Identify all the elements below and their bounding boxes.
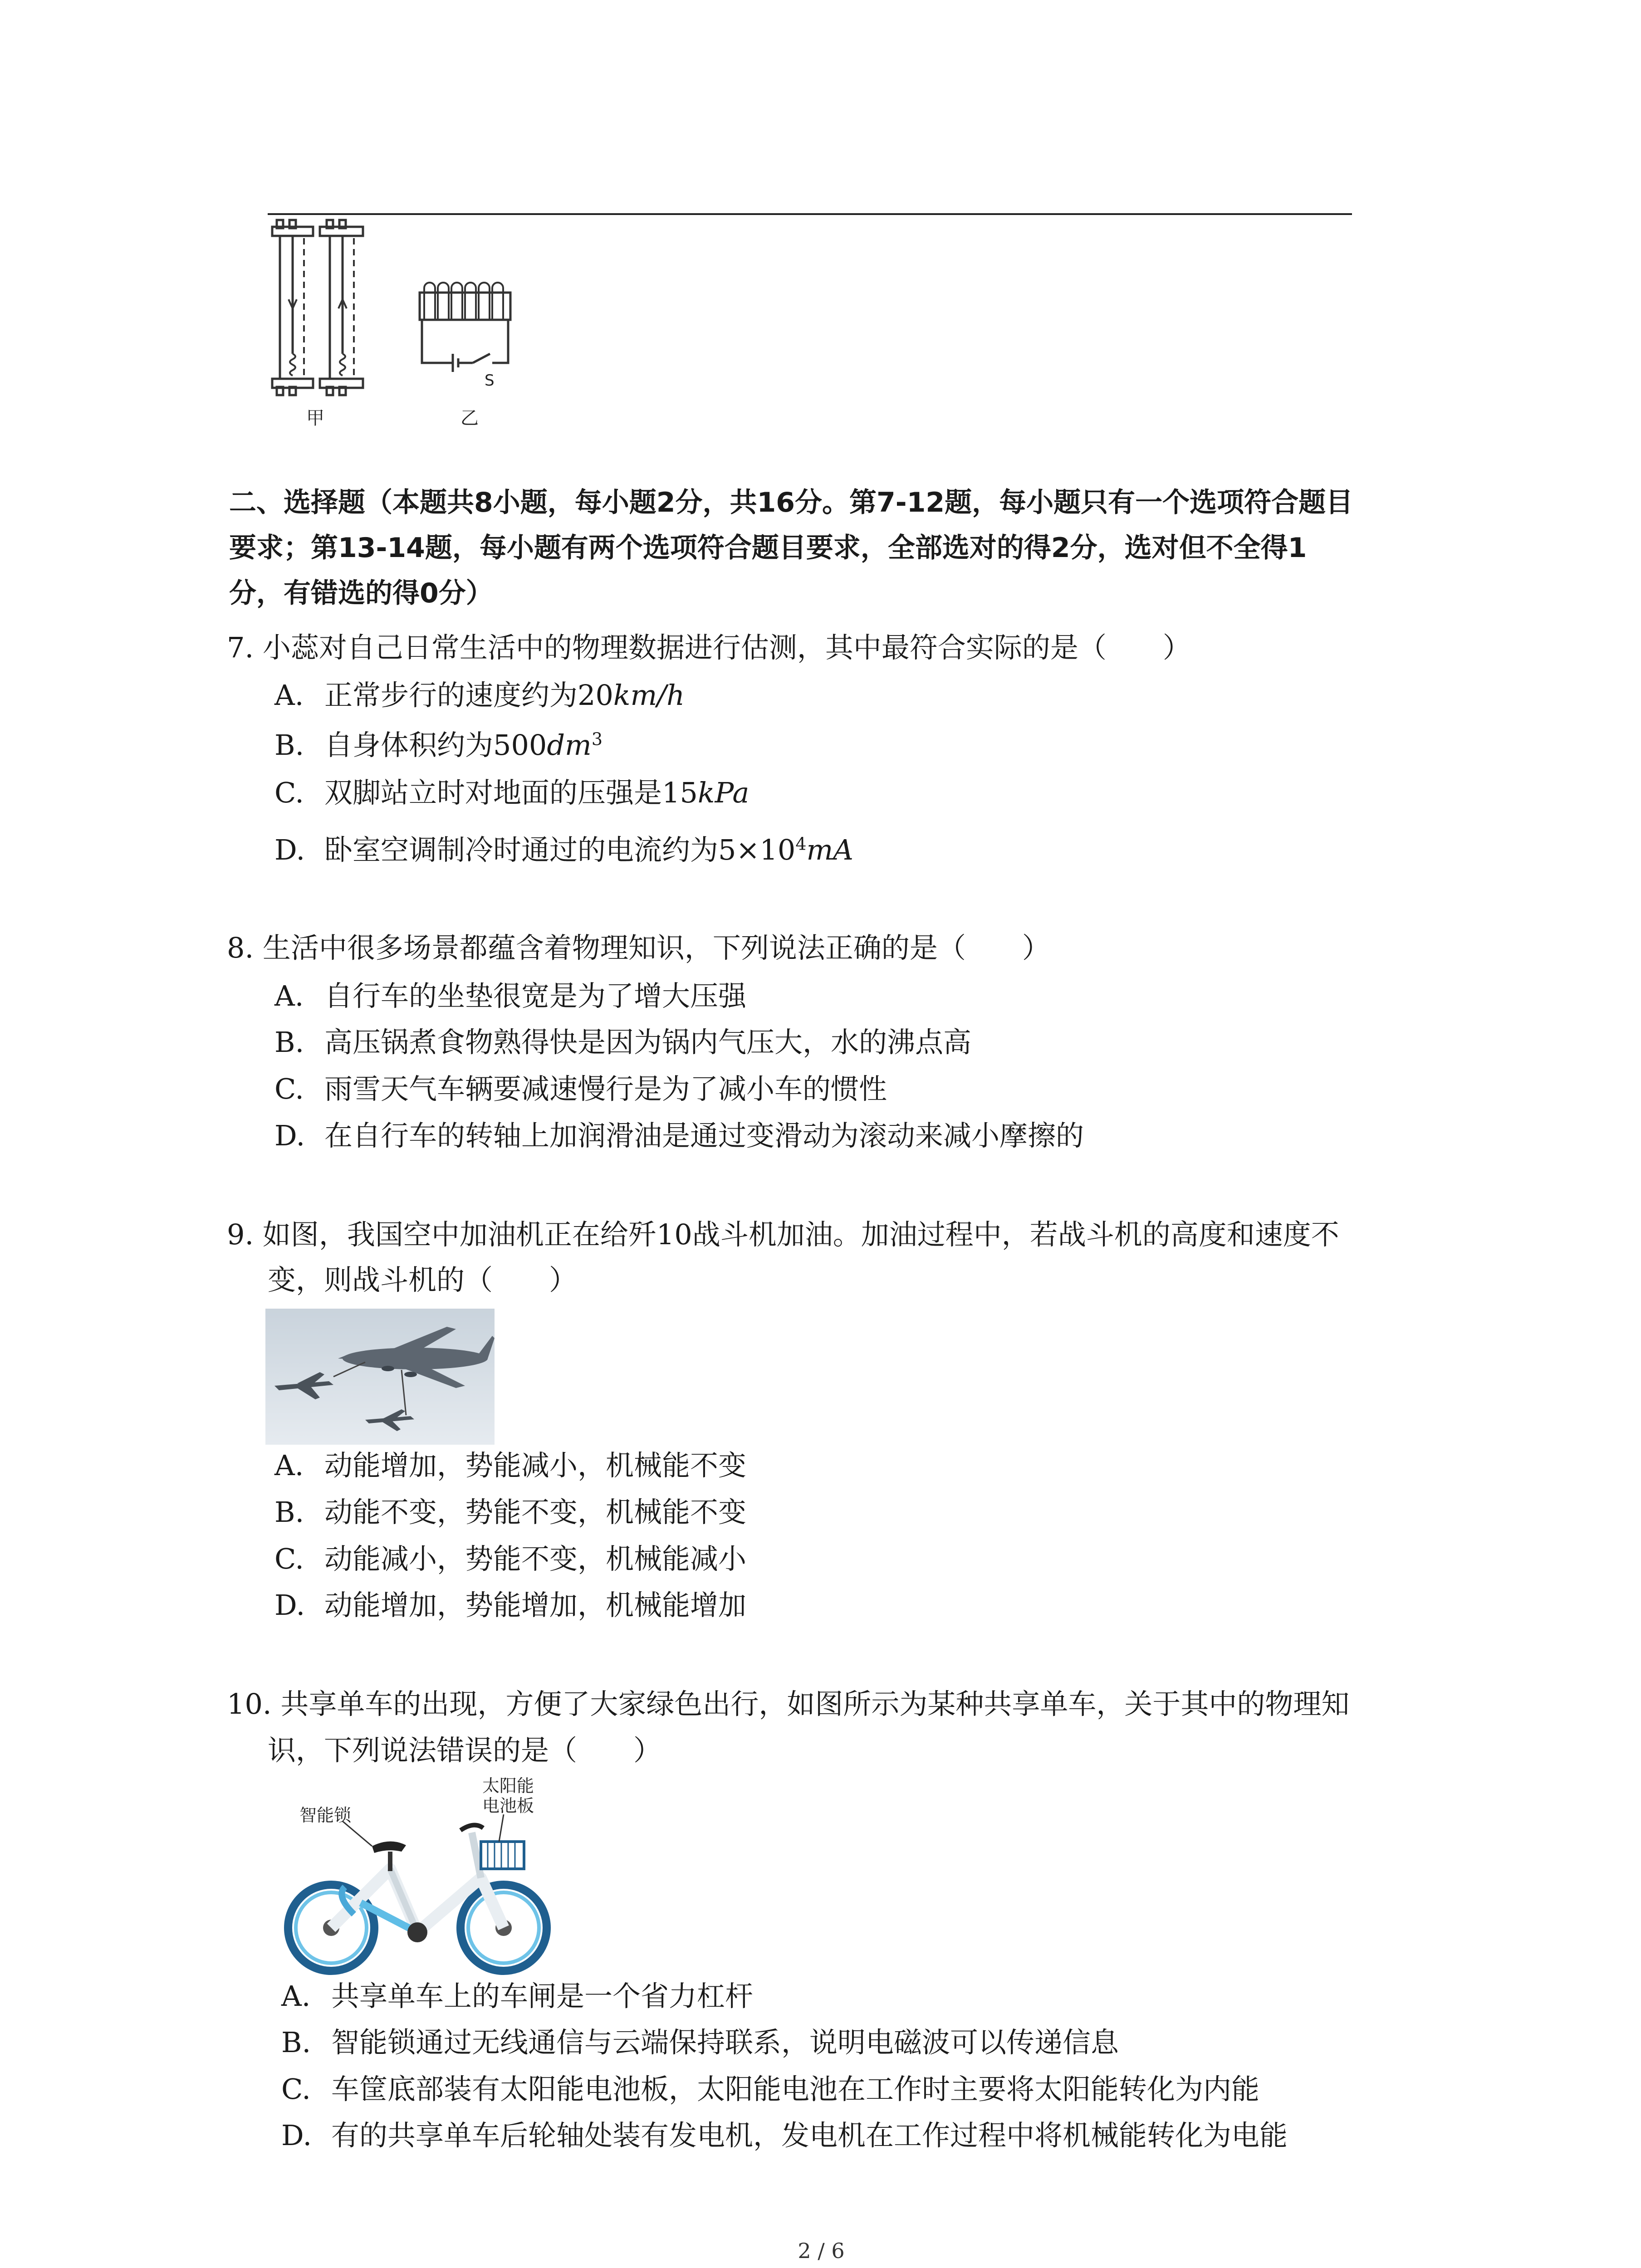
figure-label-jia: 甲 (306, 408, 324, 429)
question-text: 共享单车的出现，方便了大家绿色出行，如图所示为某种共享单车，关于其中的物理知 (280, 1687, 1350, 1721)
option-label: B. (274, 728, 304, 762)
option-label: D. (274, 833, 305, 866)
q7-option-c: C. 双脚站立时对地面的压强是15kPa (274, 776, 749, 809)
q10-option-a: A. 共享单车上的车闸是一个省力杠杆 (281, 1980, 754, 2013)
q7-option-a: A. 正常步行的速度约为20km/h (274, 679, 685, 712)
question-number: 10. (227, 1687, 272, 1721)
q9-option-a: A. 动能增加，势能减小，机械能不变 (274, 1449, 747, 1482)
option-label: C. (274, 776, 304, 809)
shared-bike-figure (281, 1778, 563, 1978)
figure-jia-yi (263, 218, 535, 431)
figure-yi (420, 283, 510, 372)
q8-option-d: D. 在自行车的转轴上加润滑油是通过变滑动为滚动来减小摩擦的 (274, 1119, 1084, 1152)
question-9-stem-line-1 (227, 1218, 1339, 1251)
q8-option-b: B. 高压锅煮食物熟得快是因为锅内气压大，水的沸点高 (274, 1026, 972, 1059)
q9-option-d: D. 动能增加，势能增加，机械能增加 (274, 1589, 747, 1622)
q8-option-a: A. 自行车的坐垫很宽是为了增大压强 (274, 979, 747, 1012)
question-number: 8. (227, 931, 254, 964)
top-divider (268, 213, 1352, 215)
figure-jia (272, 220, 363, 395)
q10-option-c: C. 车筐底部装有太阳能电池板，太阳能电池在工作时主要将太阳能转化为内能 (281, 2072, 1260, 2106)
q7-option-b: B. 自身体积约为$500dm^3$ (274, 728, 603, 762)
figure-label-yi: 乙 (460, 408, 479, 429)
smart-lock-label: 智能锁 (299, 1805, 352, 1825)
question-10-stem-line-1 (227, 1687, 1350, 1721)
refueling-aircraft-image (265, 1309, 495, 1445)
section-header-line-3: 分，有错选的得0分） (229, 577, 493, 609)
section-header-line-1: 二、选择题（本题共8小题，每小题2分，共16分。第7-12题，每小题只有一个选项符合题目 (229, 487, 1353, 518)
solar-panel-label: 太阳能 电池板 (482, 1776, 534, 1816)
option-label: A. (274, 679, 304, 712)
question-number: 9. (227, 1218, 254, 1251)
question-number: 7. (227, 631, 254, 664)
question-text: 如图，我国空中加油机正在给歼10战斗机加油。加油过程中，若战斗机的高度和速度不 (262, 1218, 1339, 1251)
q7-option-d: D. 卧室空调制冷时通过的电流约为$5\times 10^4mA$ (274, 833, 854, 866)
section-header-line-2: 要求；第13-14题，每小题有两个选项符合题目要求，全部选对的得2分，选对但不全得1 (229, 532, 1307, 564)
question-text: 小蕊对自己日常生活中的物理数据进行估测，其中最符合实际的是（ ） (262, 631, 1191, 664)
page-number: 2 / 6 (798, 2239, 845, 2263)
question-9-stem-line-2: 变，则战斗机的（ ） (268, 1263, 578, 1296)
q10-option-d: D. 有的共享单车后轮轴处装有发电机，发电机在工作过程中将机械能转化为电能 (281, 2119, 1288, 2152)
question-text: 生活中很多场景都蕴含着物理知识，下列说法正确的是（ ） (262, 931, 1050, 964)
q10-option-b: B. 智能锁通过无线通信与云端保持联系，说明电磁波可以传递信息 (281, 2026, 1119, 2059)
figure-label-s: S (485, 371, 495, 390)
q9-option-b: B. 动能不变，势能不变，机械能不变 (274, 1496, 747, 1529)
q8-option-c: C. 雨雪天气车辆要减速慢行是为了减小车的惯性 (274, 1072, 887, 1105)
q9-option-c: C. 动能减小，势能不变，机械能减小 (274, 1542, 747, 1575)
question-7-stem (227, 631, 1191, 664)
question-8-stem (227, 931, 1050, 964)
question-10-stem-line-2: 识，下列说法错误的是（ ） (268, 1734, 662, 1767)
